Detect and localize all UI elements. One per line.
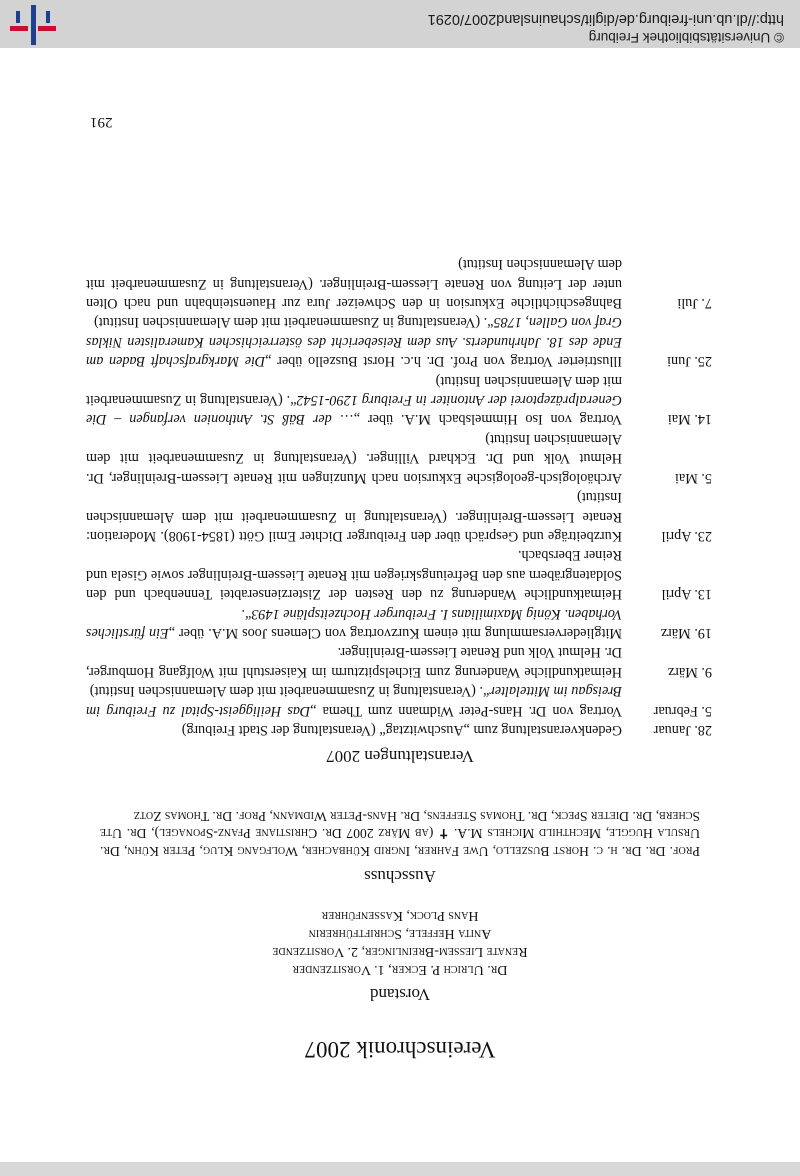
event-row bbox=[86, 545, 712, 603]
event-row bbox=[86, 370, 712, 428]
veranstaltungen-heading: Veranstaltungen 2007 bbox=[326, 747, 474, 766]
scan-top-band bbox=[0, 1162, 800, 1176]
footer-url[interactable]: http://dl.ub.uni-freiburg.de/diglit/schauinsland2007/0291 bbox=[427, 11, 784, 27]
event-row bbox=[86, 642, 712, 681]
vorstand-heading: Vorstand bbox=[369, 985, 431, 1004]
event-description: Vortrag von Iso Himmelsbach M.A. über „… der Bäß St. Anthonien verfangen – Die Generalpräzeptorei der Antoniter in Freiburg 1290-1542“. (Veranstaltung in Zusammenarbeit mit dem Alemannischen Institut) bbox=[85, 372, 622, 428]
event-description: Mitgliederversammlung mit einem Kurzvortrag von Clemens Joos M.A. über „Ein fürstliches Vorhaben. König Maximilians I. Freiburger Hochzeitspläne 1493“. bbox=[86, 605, 622, 641]
footer-copyright: © Universitätsbibliothek Freiburg bbox=[588, 30, 784, 45]
event-description: Heimatkundliche Wanderung zu den Resten der Zisterzienserabtei Tennenbach und den Soldatengräbern aus den Befreiungskriegen mit Renate Liessem-Breinlinger sowie Gisela und Reiner Ebersbach. bbox=[86, 547, 622, 603]
event-row bbox=[86, 603, 712, 642]
vorstand-line: Dr. Ulrich P. Ecker, 1. Vorsitzender bbox=[292, 962, 508, 977]
event-date: 14. Mai bbox=[667, 411, 712, 428]
event-date: 23. April bbox=[661, 527, 712, 544]
event-description: Bahngeschichtliche Exkursion in den Schweizer Jura zur Hauensteinbahn und nach Olten unter der Leitung von Renate Liessem-Breinlinger. (Veranstaltung in Zusammenarbeit mit dem Alemannischen Institut) bbox=[86, 256, 622, 312]
vorstand-line: Hans Plock, Kassenführer bbox=[321, 908, 479, 923]
event-row bbox=[86, 429, 712, 487]
vorstand-line: Renate Liessem-Breinlinger, 2. Vorsitzende bbox=[272, 944, 528, 959]
event-row bbox=[86, 720, 712, 739]
event-description: Gedenkveranstaltung zum „Auschwitztag“ (Veranstaltung der Stadt Freiburg) bbox=[181, 722, 622, 738]
event-description: Heimatkundliche Wanderung zum Eichelspitzturm im Kaiserstuhl mit Wolfgang Homburger, Dr. Helmut Volk und Renate Liessem-Breinlinger. bbox=[86, 644, 622, 680]
page-number: 291 bbox=[90, 114, 113, 130]
event-date: 28. Januar bbox=[653, 722, 712, 738]
event-date: 7. Juli bbox=[677, 295, 712, 312]
event-list bbox=[86, 254, 712, 739]
event-row bbox=[86, 312, 712, 370]
footer-band bbox=[0, 0, 800, 48]
event-date: 25. Juni bbox=[667, 353, 712, 370]
event-description: Vortrag von Dr. Hans-Peter Widmann zum Thema „Das Heiliggeist-Spital zu Freiburg im Breisgau im Mittelalter“. (Veranstaltung in Zusammenarbeit mit dem Alemannischen Institut) bbox=[86, 683, 622, 719]
event-description: Illustrierter Vortrag von Prof. Dr. h.c. Horst Buszello über „Die Markgrafschaft Baden am Ende des 18. Jahrhunderts. Aus dem Reisebericht des österreichischen Kameralisten Niklas Graf von Gallen, 1785“. (Veranstaltung in Zusammenarbeit mit dem Alemannischen Institut) bbox=[86, 314, 622, 370]
ausschuss-heading: Ausschuss bbox=[364, 867, 436, 886]
event-row bbox=[86, 487, 712, 545]
event-description: Kurzbeiträge und Gespräch über den Freiburger Dichter Emil Gött (1854-1908). Moderation: Renate Liessem-Breinlinger. (Veranstaltung in Zusammenarbeit mit dem Alemannischen Institut) bbox=[86, 489, 622, 544]
event-date: 19. März bbox=[660, 624, 712, 641]
event-date: 9. März bbox=[667, 663, 712, 680]
event-date: 13. April bbox=[661, 586, 712, 603]
event-row bbox=[86, 681, 712, 720]
event-row bbox=[86, 254, 712, 312]
ub-freiburg-logo-icon bbox=[10, 5, 56, 45]
event-description: Archäologisch-geologische Exkursion nach Munzingen mit Renate Liessem-Breinlinger, Dr. Helmut Volk und Dr. Eckhard Villinger. (Veranstaltung in Zusammenarbeit mit dem Alemannischen Institut) bbox=[86, 430, 622, 486]
event-date: 5. Februar bbox=[653, 702, 712, 719]
ausschuss-members: Prof. Dr. Dr. h. c. Horst Buszello, Uwe Fahrer, Ingrid Kühbacher, Wolfgang Klug, Peter Kühn, Dr. Ursula Huggle, Mechthild Michels M.A. ✝ (ab März 2007 Dr. Christiane Pfanz-Sponagel), Dr. Ute Scherb, Dr. Dieter Speck, Dr. Thomas Steffens, Dr. Hans-Peter Widmann, Prof. Dr. Thomas Zotz bbox=[100, 809, 700, 859]
vorstand-line: Anita Heffele, Schriftführerin bbox=[308, 926, 492, 941]
page-title: Vereinschronik 2007 bbox=[304, 1037, 496, 1062]
event-date: 5. Mai bbox=[674, 469, 712, 486]
vorstand-list bbox=[90, 906, 710, 978]
